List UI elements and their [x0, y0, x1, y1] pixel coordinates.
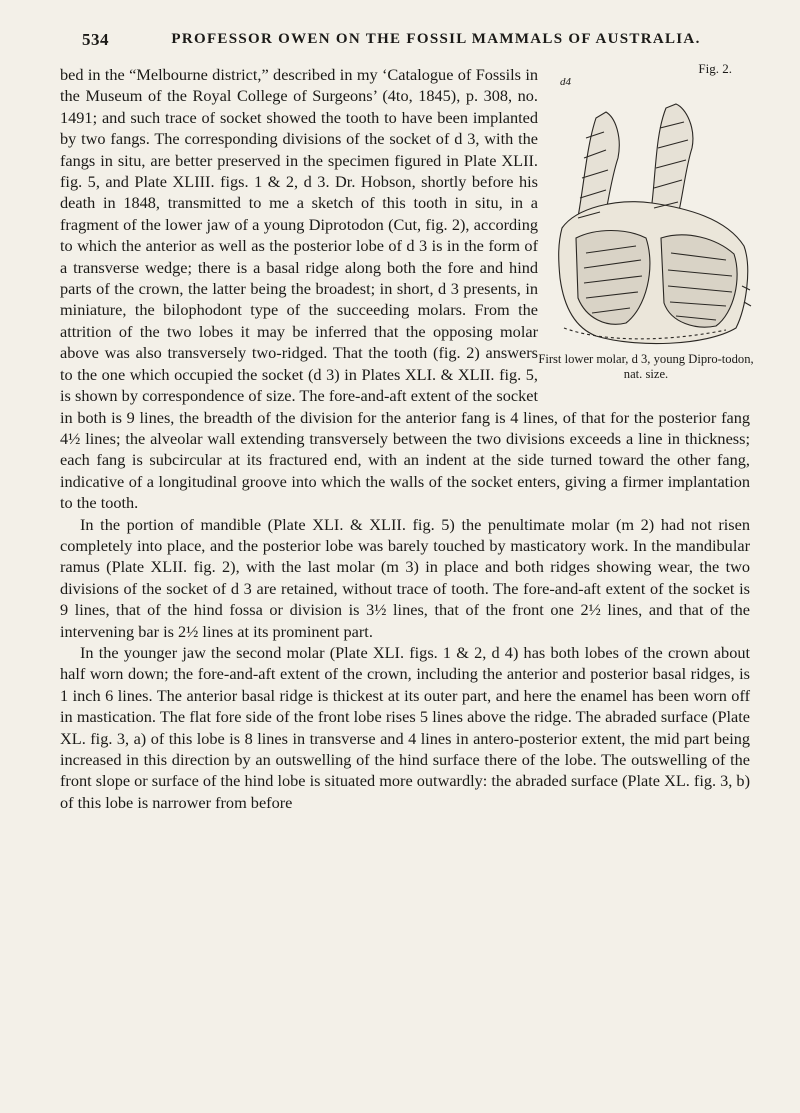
paragraph-1: bed in the “Melbourne district,” described in my ‘Catalogue of Fossils in the Museum of the Royal College of Surgeons’ (4to, 1845), p. 308, no. 1491; and such trace of socket showed the tooth to have been implanted by two fangs. The corresponding divisions of the socket of d 3, with the fangs in situ, are better preserved in the specimen figured in Plate XLII. fig. 5, and Plate XLIII. figs. 1 & 2, d 3. Dr. Hobson, shortly before his death in 1848, transmitted to me a sketch of this tooth in situ, in a fragment of the lower jaw of a young Diprotodon (Cut, fig. 2), according to which the anterior as well as the posterior lobe of d 3 is in the form of a transverse wedge; there is a basal ridge along both the fore and hind parts of the crown, the latter being the broadest; in short, d 3 presents, in miniature, the bilophodont type of the succeeding molars. From the attrition of the two lobes it may be inferred that the opposing molar above was also transversely two-ridged. That the tooth (fig. 2) answers to the one which occupied the socket (d 3) in Plates XLI. & XLII. fig. 5, is shown by correspondence of size. The fore-and-aft extent of the socket in both is 9 lines, the breadth of the division for the anterior fang is 4 lines, of that for the posterior fang 4½ lines; the alveolar wall extending transversely between the two divisions exceeds a line in thickness; each fang is subcircular at its fractured end, with an indent at the side turned toward the other fang, indicative of a longitudinal groove into which the walls of the socket enters, giving a firmer implantation to the tooth. [60, 65, 750, 513]
paragraph-3: In the younger jaw the second molar (Plate XLI. figs. 1 & 2, d 4) has both lobes of the crown about half worn down; the fore-and-aft extent of the crown, including the anterior and posterior basal ridges, is 1 inch 6 lines. The anterior basal ridge is thickest at its outer part, and here the enamel has been worn off in mastication. The flat fore side of the front lobe rises 5 lines above the ridge. The abraded surface (Plate XL. fig. 3, a) of this lobe is 8 lines in transverse and 4 lines in antero-posterior extent, the mid part being increased in this direction by an outswelling of the hind surface there of the lobe. The outswelling of the front slope or surface of the hind lobe is situated more outwardly: the abraded surface (Plate XL. fig. 3, b) of this lobe is narrower from before [60, 642, 750, 812]
figure-caption: First lower molar, d 3, young Dipro-todon, nat. size. [538, 352, 754, 381]
figure-label: Fig. 2. [698, 61, 732, 76]
body-text [60, 61, 754, 813]
page-header [82, 30, 730, 54]
page-number: 534 [82, 30, 109, 49]
figure-part-label: d4 [560, 76, 571, 88]
figure-2 [538, 60, 754, 400]
paragraph-2: In the portion of mandible (Plate XLI. & XLII. fig. 5) the penultimate molar (m 2) had not risen completely into place, and the posterior lobe was barely touched by masticatory work. In the mandibular ramus (Plate XLII. fig. 2), with the last molar (m 3) in place and both ridges showing wear, the two divisions of the socket of d 3 are retained, without trace of tooth. The fore-and-aft extent of the socket is 9 lines, that of the hind fossa or division is 3½ lines, that of the front one 2½ lines, and that of the intervening bar is 2½ lines at its prominent part. [60, 514, 750, 641]
running-title: PROFESSOR OWEN ON THE FOSSIL MAMMALS OF AUSTRALIA. [171, 31, 701, 47]
tooth-illustration [556, 78, 752, 350]
